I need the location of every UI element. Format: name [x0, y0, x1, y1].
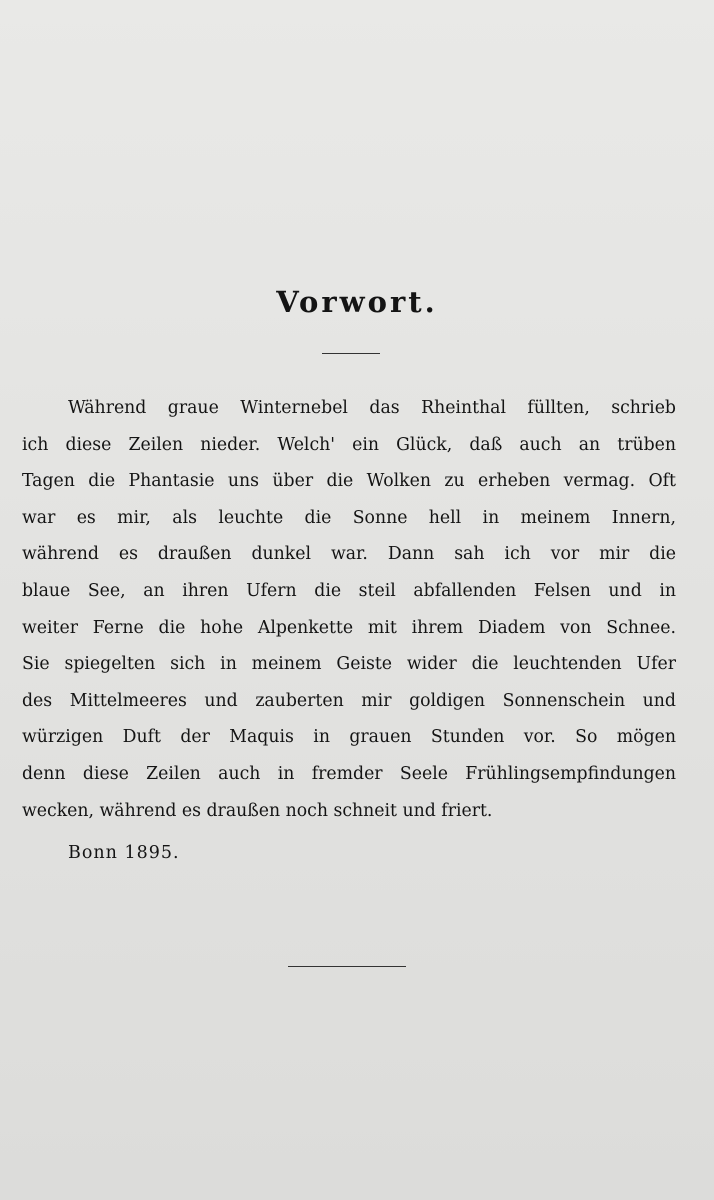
preface-text [22, 390, 676, 829]
text-line: weiter Ferne die hohe Alpenkette mit ihrem Diadem von Schnee. [22, 617, 676, 638]
text-line: Sie spiegelten sich in meinem Geiste wider die leuchtenden Ufer [22, 654, 676, 675]
text-line: würzigen Duft der Maquis in grauen Stunden vor. So mögen [22, 727, 676, 748]
text-line: Tagen die Phantasie uns über die Wolken zu erheben vermag. Oft [22, 471, 676, 492]
text-line: während es draußen dunkel war. Dann sah ich vor mir die [22, 544, 676, 565]
text-line: wecken, während es draußen noch schneit und friert. [22, 800, 493, 821]
title-divider [322, 353, 380, 354]
text-line: denn diese Zeilen auch in fremder Seele Frühlingsempfindungen [22, 763, 676, 784]
place-date-signature: Bonn 1895. [68, 843, 180, 863]
text-line: Während graue Winternebel das Rheinthal füllten, schrieb [68, 398, 676, 418]
text-line: war es mir, als leuchte die Sonne hell in meinem Innern, [22, 507, 676, 528]
page-title: Vorwort. [276, 285, 438, 319]
text-line: des Mittelmeeres und zauberten mir goldigen Sonnenschein und [22, 690, 676, 711]
closing-divider [288, 966, 406, 967]
text-line: blaue See, an ihren Ufern die steil abfallenden Felsen und in [22, 580, 676, 601]
text-line: ich diese Zeilen nieder. Welch' ein Glück, daß auch an trüben [22, 434, 676, 455]
